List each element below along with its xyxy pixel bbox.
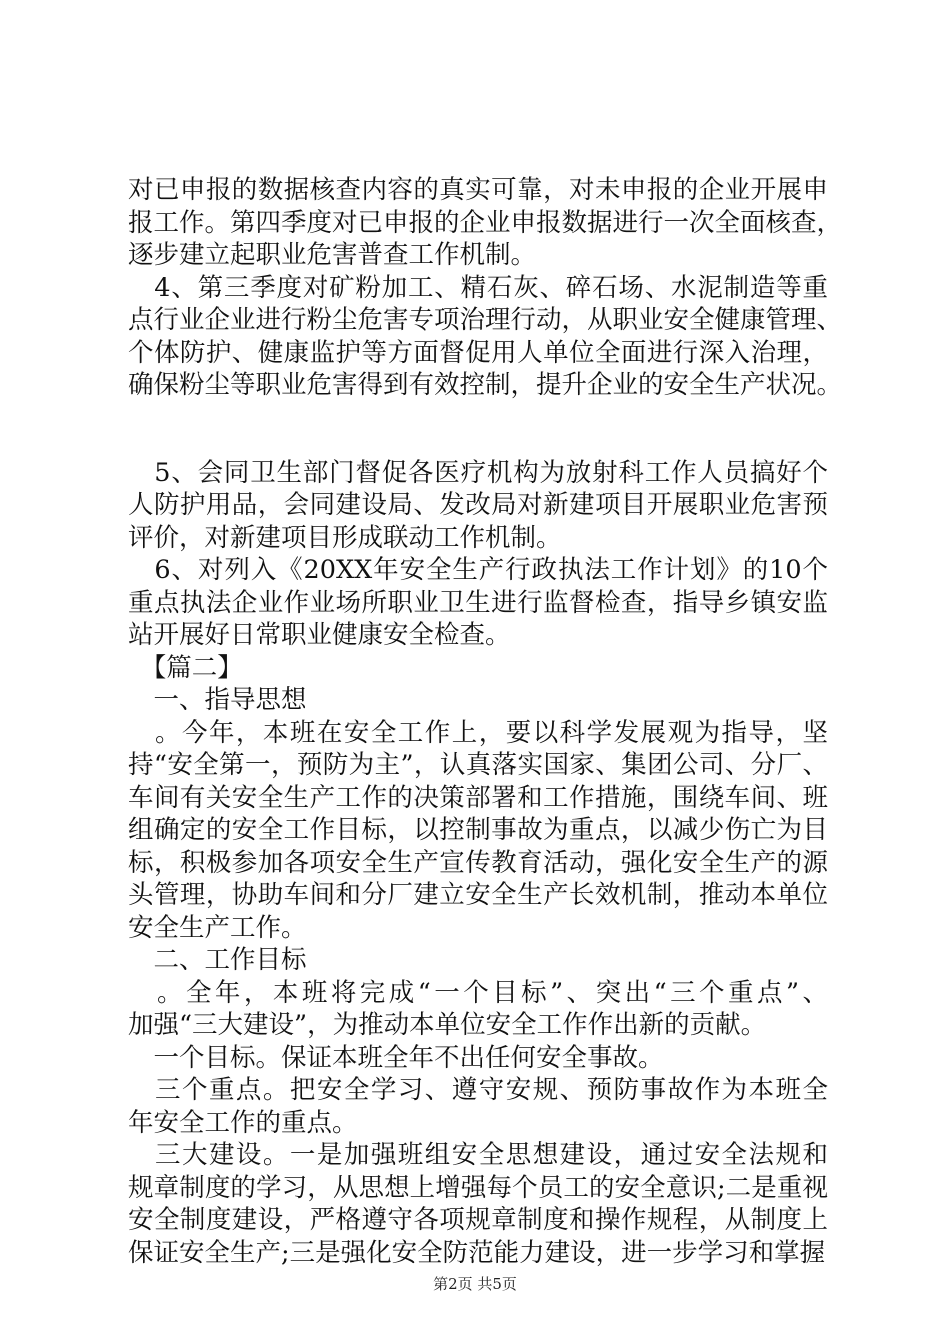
text-line: 三大建设。一是加强班组安全思想建设，通过安全法规和 [128, 1140, 828, 1170]
text-line: 加强“三大建设”，为推动本单位安全工作作出新的贡献。 [128, 1010, 767, 1040]
text-line: 重点执法企业作业场所职业卫生进行监督检查，指导乡镇安监 [128, 587, 828, 618]
paragraph [128, 272, 843, 402]
paragraph [128, 977, 828, 1042]
paragraph [128, 554, 828, 652]
text-line: 三个重点。把安全学习、遵守安规、预防事故作为本班全 [128, 1075, 828, 1105]
text-line: 一、指导思想 [128, 685, 307, 715]
paragraph [128, 1139, 828, 1269]
text-line: 安全制度建设，严格遵守各项规章制度和操作规程，从制度上 [128, 1205, 828, 1235]
text-line: 点行业企业进行粉尘危害专项治理行动，从职业安全健康管理、 [128, 305, 843, 335]
text-line: 。全年，本班将完成“一个目标”、突出“三个重点”、 [128, 977, 828, 1008]
paragraph-gap [128, 402, 828, 457]
page-footer: 第2页 共5页 [433, 1275, 517, 1293]
text-line: 组确定的安全工作目标，以控制事故为重点，以减少伤亡为目 [128, 815, 828, 845]
text-line: 规章制度的学习，从思想上增强每个员工的安全意识;二是重视 [128, 1172, 828, 1203]
paragraph [128, 457, 828, 555]
text-line: 持“安全第一，预防为主”，认真落实国家、集团公司、分厂、 [128, 750, 828, 780]
text-line: 个体防护、健康监护等方面督促用人单位全面进行深入治理， [128, 337, 828, 368]
text-line: 保证安全生产;三是强化安全防范能力建设，进一步学习和掌握 [128, 1237, 826, 1268]
document-body [128, 174, 843, 1269]
paragraph [128, 174, 843, 272]
text-line: 确保粉尘等职业危害得到有效控制，提升企业的安全生产状况。 [128, 370, 843, 400]
paragraph [128, 684, 828, 717]
text-line: 头管理，协助车间和分厂建立安全生产长效机制，推动本单位 [128, 880, 828, 910]
text-line: 站开展好日常职业健康安全检查。 [128, 620, 511, 650]
text-line: 评价，对新建项目形成联动工作机制。 [128, 522, 562, 553]
text-line: 报工作。第四季度对已申报的企业申报数据进行一次全面核查， [128, 207, 843, 238]
paragraph [128, 1042, 828, 1075]
text-line: 对已申报的数据核查内容的真实可靠，对未申报的企业开展申 [128, 175, 828, 205]
text-line: 安全生产工作。 [128, 912, 307, 943]
paragraph [128, 944, 828, 977]
text-line: 车间有关安全生产工作的决策部署和工作措施，围绕车间、班 [128, 782, 828, 813]
text-line: 二、工作目标 [128, 945, 307, 975]
text-line: 年安全工作的重点。 [128, 1107, 358, 1138]
text-line: 一个目标。保证本班全年不出任何安全事故。 [128, 1042, 664, 1073]
text-line: 5、会同卫生部门督促各医疗机构为放射科工作人员搞好个 [128, 457, 828, 488]
paragraph [128, 1074, 828, 1139]
text-line: 人防护用品，会同建设局、发改局对新建项目开展职业危害预 [128, 490, 828, 520]
text-line: 【篇二】 [128, 652, 243, 683]
text-line: 6、对列入《20XX年安全生产行政执法工作计划》的10个 [128, 555, 828, 585]
text-line: 逐步建立起职业危害普查工作机制。 [128, 240, 537, 270]
paragraph [128, 717, 828, 945]
text-line: 标，积极参加各项安全生产宣传教育活动，强化安全生产的源 [128, 847, 828, 878]
paragraph [128, 652, 828, 685]
text-line: 4、第三季度对矿粉加工、精石灰、碎石场、水泥制造等重 [128, 272, 828, 303]
text-line: 。今年，本班在安全工作上，要以科学发展观为指导，坚 [128, 717, 828, 748]
